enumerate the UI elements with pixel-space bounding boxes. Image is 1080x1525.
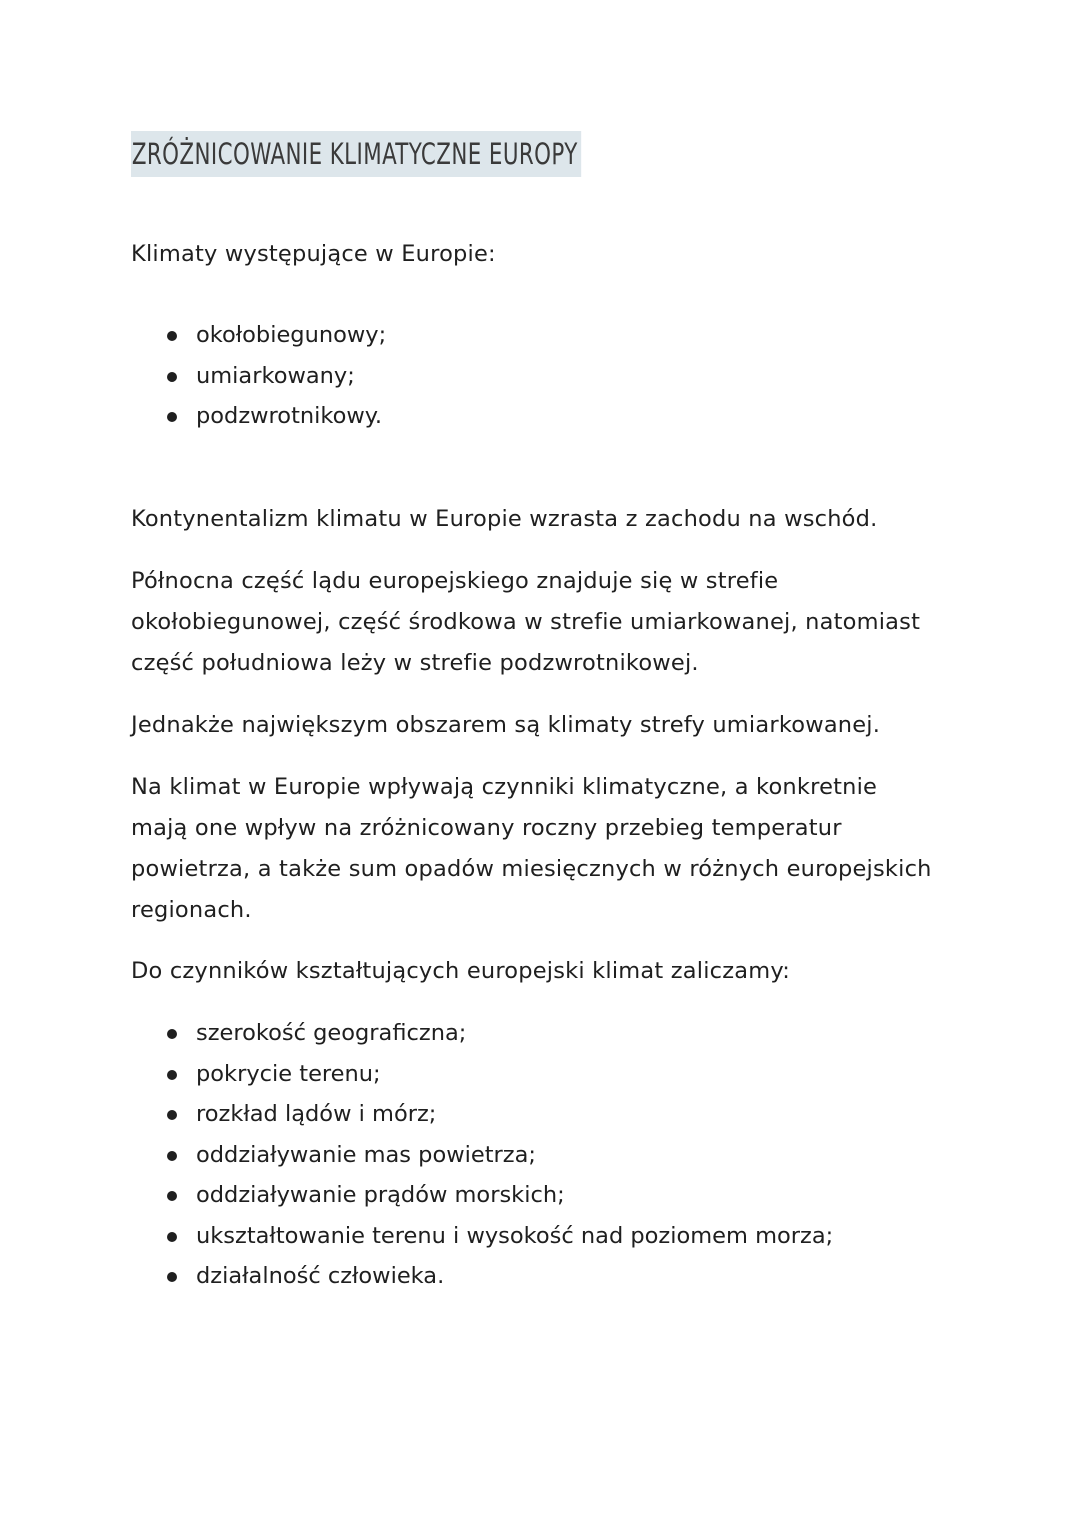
text-line: mają one wpływ na zróżnicowany roczny przebieg temperatur (131, 815, 842, 841)
list-item: okołobiegunowy; (167, 315, 386, 356)
text-line: Na klimat w Europie wpływają czynniki klimatyczne, a konkretnie (131, 774, 878, 800)
factors-influence-paragraph (131, 767, 932, 931)
list-item: oddziaływanie mas powietrza; (167, 1135, 833, 1176)
text-line: Północna część lądu europejskiego znajduje się w strefie (131, 568, 779, 594)
list-item: pokrycie terenu; (167, 1054, 833, 1095)
bullet-icon (167, 412, 177, 422)
text-line: okołobiegunowej, część środkowa w strefie umiarkowanej, natomiast (131, 609, 921, 635)
bullet-icon (167, 1029, 177, 1039)
title-wrapper (131, 131, 680, 187)
list-item: działalność człowieka. (167, 1256, 833, 1297)
bullet-icon (167, 1191, 177, 1201)
continentalism-paragraph: Kontynentalizm klimatu w Europie wzrasta z zachodu na wschód. (131, 506, 878, 532)
factors-list (167, 1013, 833, 1297)
zones-paragraph (131, 561, 920, 684)
bullet-icon (167, 1151, 177, 1161)
page-title: ZRÓŻNICOWANIE KLIMATYCZNE EUROPY (131, 131, 581, 177)
list-item: oddziaływanie prądów morskich; (167, 1175, 833, 1216)
list-item: podzwrotnikowy. (167, 396, 386, 437)
bullet-icon (167, 331, 177, 341)
intro-text: Klimaty występujące w Europie: (131, 241, 496, 267)
text-line: część południowa leży w strefie podzwrotnikowej. (131, 650, 699, 676)
bullet-icon (167, 1272, 177, 1282)
largest-area-paragraph: Jednakże największym obszarem są klimaty strefy umiarkowanej. (131, 712, 881, 738)
list-item: szerokość geograficzna; (167, 1013, 833, 1054)
factors-intro: Do czynników kształtujących europejski klimat zaliczamy: (131, 958, 791, 984)
text-line: regionach. (131, 897, 252, 923)
list-item: rozkład lądów i mórz; (167, 1094, 833, 1135)
bullet-icon (167, 1232, 177, 1242)
list-item: umiarkowany; (167, 356, 386, 397)
text-line: powietrza, a także sum opadów miesięcznych w różnych europejskich (131, 856, 932, 882)
bullet-icon (167, 372, 177, 382)
bullet-icon (167, 1070, 177, 1080)
list-item: ukształtowanie terenu i wysokość nad poziomem morza; (167, 1216, 833, 1257)
bullet-icon (167, 1110, 177, 1120)
climates-list (167, 315, 386, 437)
